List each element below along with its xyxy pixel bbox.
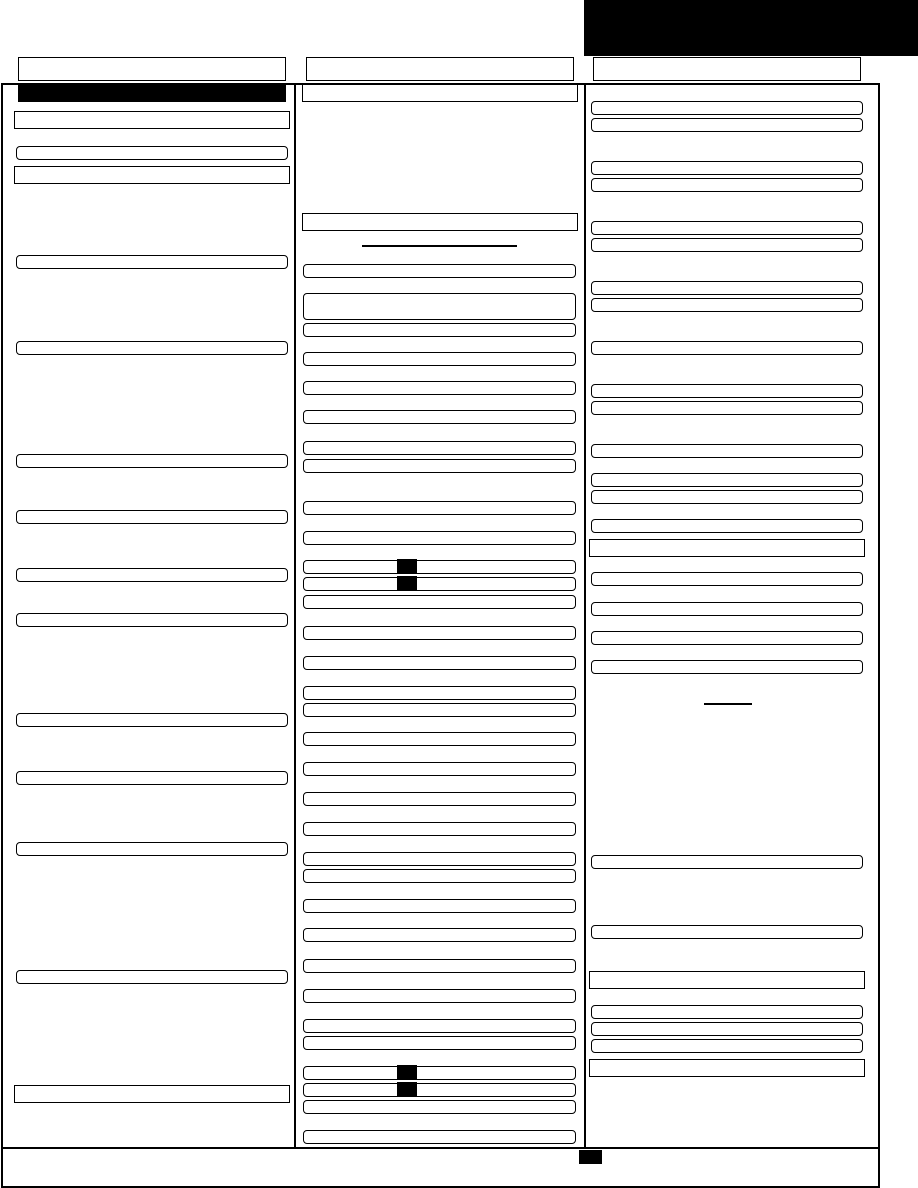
middle-field[interactable] — [303, 869, 576, 883]
right-field[interactable] — [591, 660, 863, 674]
middle-field[interactable] — [303, 792, 576, 806]
right-field[interactable] — [591, 602, 863, 616]
column-tab-left — [18, 57, 286, 81]
right-field[interactable] — [591, 281, 863, 295]
middle-field-tall[interactable] — [303, 293, 576, 320]
middle-field[interactable] — [303, 732, 576, 746]
column-tab-middle — [306, 57, 574, 81]
left-field[interactable] — [16, 255, 288, 269]
left-section-box — [14, 1085, 290, 1103]
right-field[interactable] — [591, 1039, 863, 1053]
middle-field[interactable] — [303, 577, 576, 591]
middle-checkbox-marker[interactable] — [397, 576, 417, 590]
right-field[interactable] — [591, 384, 863, 398]
right-field[interactable] — [591, 101, 863, 115]
right-field[interactable] — [591, 1005, 863, 1019]
left-field[interactable] — [16, 146, 288, 160]
middle-field[interactable] — [303, 441, 576, 455]
middle-field[interactable] — [303, 381, 576, 395]
middle-checkbox-marker[interactable] — [397, 1065, 417, 1079]
right-field[interactable] — [591, 631, 863, 645]
middle-top-box — [302, 84, 578, 102]
middle-field[interactable] — [303, 264, 576, 278]
column-divider-left — [294, 83, 296, 1149]
right-field[interactable] — [591, 855, 863, 869]
middle-heading-underline — [362, 245, 517, 247]
column-divider-right — [584, 83, 586, 1149]
right-field[interactable] — [591, 298, 863, 312]
middle-field[interactable] — [303, 323, 576, 337]
left-title-bar — [18, 84, 286, 102]
middle-field[interactable] — [303, 1019, 576, 1033]
right-field[interactable] — [591, 1022, 863, 1036]
middle-field[interactable] — [303, 928, 576, 942]
middle-field[interactable] — [303, 852, 576, 866]
right-field[interactable] — [591, 341, 863, 355]
left-field[interactable] — [16, 771, 288, 785]
middle-field[interactable] — [303, 1066, 576, 1080]
footer-divider — [1, 1147, 880, 1149]
form-header-block — [584, 0, 918, 56]
middle-checkbox-marker[interactable] — [397, 1082, 417, 1096]
right-field[interactable] — [591, 118, 863, 132]
left-section-box — [14, 111, 290, 129]
left-section-box — [14, 166, 290, 184]
right-section-box — [589, 1059, 865, 1077]
left-field[interactable] — [16, 510, 288, 524]
middle-field[interactable] — [303, 899, 576, 913]
left-field[interactable] — [16, 713, 288, 727]
right-section-box — [589, 971, 865, 989]
left-field[interactable] — [16, 341, 288, 355]
right-field[interactable] — [591, 238, 863, 252]
right-field[interactable] — [591, 401, 863, 415]
middle-field[interactable] — [303, 531, 576, 545]
middle-field[interactable] — [303, 1130, 576, 1144]
left-field[interactable] — [16, 970, 288, 984]
right-field[interactable] — [591, 473, 863, 487]
middle-field[interactable] — [303, 959, 576, 973]
footer-marker — [579, 1150, 602, 1164]
right-field[interactable] — [591, 161, 863, 175]
right-field[interactable] — [591, 490, 863, 504]
left-field[interactable] — [16, 568, 288, 582]
middle-field[interactable] — [303, 703, 576, 717]
middle-field[interactable] — [303, 686, 576, 700]
middle-field[interactable] — [303, 560, 576, 574]
left-field[interactable] — [16, 613, 288, 627]
middle-field[interactable] — [303, 626, 576, 640]
middle-field[interactable] — [303, 352, 576, 366]
middle-field[interactable] — [303, 1100, 576, 1114]
right-field[interactable] — [591, 519, 863, 533]
right-section-box — [589, 539, 865, 557]
middle-checkbox-marker[interactable] — [397, 559, 417, 573]
column-tab-right — [593, 57, 861, 81]
right-field[interactable] — [591, 925, 863, 939]
middle-field[interactable] — [303, 410, 576, 424]
middle-field[interactable] — [303, 1083, 576, 1097]
middle-field[interactable] — [303, 762, 576, 776]
left-field[interactable] — [16, 454, 288, 468]
left-field[interactable] — [16, 842, 288, 856]
middle-field[interactable] — [303, 989, 576, 1003]
right-field[interactable] — [591, 221, 863, 235]
middle-field[interactable] — [303, 1036, 576, 1050]
right-field[interactable] — [591, 444, 863, 458]
right-heading-underline — [704, 703, 752, 705]
middle-field[interactable] — [303, 459, 576, 473]
right-field[interactable] — [591, 178, 863, 192]
middle-field[interactable] — [303, 822, 576, 836]
footer-text — [10, 1160, 570, 1174]
middle-field[interactable] — [303, 595, 576, 609]
middle-field[interactable] — [303, 501, 576, 515]
middle-field[interactable] — [303, 656, 576, 670]
right-field[interactable] — [591, 572, 863, 586]
middle-section-box — [302, 213, 578, 231]
